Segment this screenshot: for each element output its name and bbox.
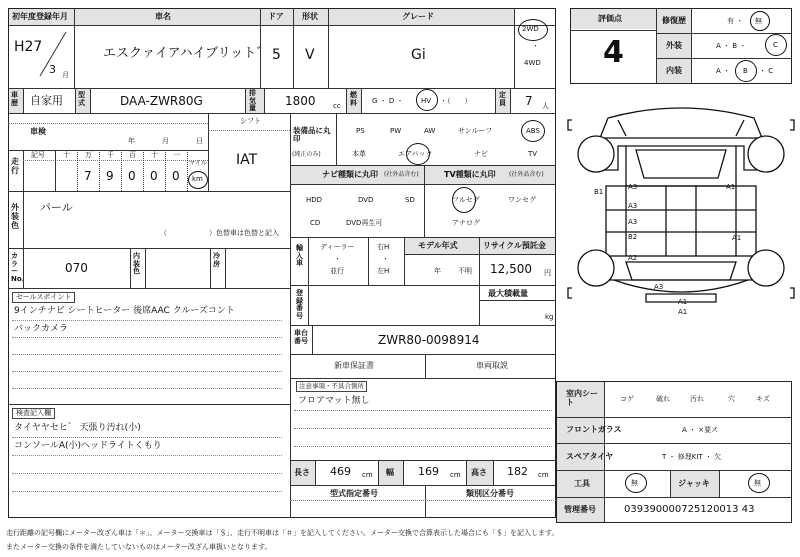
equip-sunroof: サンルーフ xyxy=(458,127,493,135)
seat-hole: 穴 xyxy=(728,395,735,403)
class-no-label: 類別区分番号 xyxy=(466,489,514,498)
displacement: 1800 xyxy=(285,94,316,108)
dmg-label-4: A3 xyxy=(628,202,638,210)
door-label: ドア xyxy=(268,12,284,21)
length-value: 469 xyxy=(330,465,351,478)
door-count: 5 xyxy=(272,47,281,63)
drive-separator: ・ xyxy=(532,42,539,50)
ac-label: 冷房 xyxy=(213,252,220,268)
disp-label: 排気量 xyxy=(249,89,256,113)
tv-title: TV種類に丸印 xyxy=(444,170,496,179)
place-ten-man: 十 xyxy=(63,151,70,159)
load-label: 最大積載量 xyxy=(488,289,528,298)
registration-label: 登録番号 xyxy=(296,289,303,321)
equip-tv: TV xyxy=(528,150,538,158)
fuel-label: 燃料 xyxy=(350,91,357,107)
import-left-hand: 左H xyxy=(377,267,390,275)
cap-label: 定員 xyxy=(499,91,506,107)
exterior-label: 外装 xyxy=(666,41,682,50)
tool-value: 無 xyxy=(631,479,638,487)
equip-airbag: エアバック xyxy=(398,150,433,158)
drive-4wd: 4WD xyxy=(524,59,541,67)
mileage-sign-label: 記号 xyxy=(31,151,45,159)
fuel-options: G ・ D ・ xyxy=(372,97,404,105)
import-dealer-sep: ・ xyxy=(334,255,341,263)
import-dealer: ディーラー xyxy=(320,243,355,251)
length-unit: cm xyxy=(362,471,373,479)
first-reg-label: 初年度登録年月 xyxy=(12,12,68,21)
shift-label: シフト xyxy=(240,117,261,125)
place-juu: 十 xyxy=(151,151,158,159)
exterior-options: A ・ B ・ xyxy=(716,42,747,50)
first-reg-year: H27 xyxy=(14,39,43,55)
drive-2wd: 2WD xyxy=(522,25,539,33)
dmg-label-6: B2 xyxy=(628,233,638,241)
model-year-label: モデル年式 xyxy=(418,241,458,250)
shaken-year-unit: 年 xyxy=(128,137,135,145)
repair-label: 修復歴 xyxy=(662,16,686,25)
dmg-label-5: A3 xyxy=(628,218,638,226)
interior-options-after: ・ C xyxy=(759,67,774,75)
width-unit: cm xyxy=(450,471,461,479)
dmg-label-11: A1 xyxy=(678,308,688,316)
color-no: 070 xyxy=(65,261,88,275)
name-label: 車名 xyxy=(155,12,171,21)
recycle-value: 12,500 xyxy=(490,262,532,276)
interior-label: 内装 xyxy=(666,66,682,75)
equip-navi: ナビ xyxy=(474,150,488,158)
mileage-digit-4: 0 xyxy=(150,169,158,183)
height-value: 182 xyxy=(507,465,528,478)
warranty-label: 新車保証書 xyxy=(334,361,374,370)
color-change-note: （ ）色替車は色替と記入 xyxy=(160,229,279,237)
seat-burn: コゲ xyxy=(620,395,634,403)
tv-analog: アナログ xyxy=(452,219,480,227)
repair-selected: 無 xyxy=(755,17,762,25)
tv-note: (社外品含む) xyxy=(509,171,544,178)
nav-dvd-playback: DVD再生可 xyxy=(346,219,383,227)
equip-ps: PS xyxy=(356,127,365,135)
mileage-digit-5: 0 xyxy=(172,169,180,183)
mgmt-value: 039390000725120013 43 xyxy=(624,504,755,515)
tool-label: 工具 xyxy=(574,479,590,488)
model-label: 型式 xyxy=(78,91,85,107)
disp-unit: cc xyxy=(333,102,341,110)
place-man: 万 xyxy=(85,151,92,159)
interior-selected: B xyxy=(743,67,748,75)
jack-value: 無 xyxy=(754,479,761,487)
mileage-digit-2: 9 xyxy=(106,169,114,183)
dmg-label-2: A1 xyxy=(726,183,736,191)
inspector-label: 検査記入欄 xyxy=(12,408,55,419)
dmg-label-8: A1 xyxy=(732,234,742,242)
place-ichi: 一 xyxy=(173,151,180,159)
import-label: 輸入車 xyxy=(296,244,303,268)
dmg-label-10: A1 xyxy=(678,298,688,306)
height-unit: cm xyxy=(538,471,549,479)
mileage-label: 走行 xyxy=(11,157,19,175)
dmg-label-3: B1 xyxy=(594,188,604,196)
seat-tear: 破れ xyxy=(656,395,670,403)
grade-value: Gi xyxy=(411,47,426,63)
first-reg-month-unit: 月 xyxy=(62,71,69,79)
glass-label: フロントガラス xyxy=(566,425,622,434)
equip-leather: 本革 xyxy=(352,150,366,158)
nav-cd: CD xyxy=(310,219,321,227)
nav-title: ナビ種類に丸印 xyxy=(322,170,378,179)
equip-pw: PW xyxy=(390,127,402,135)
glass-options: A ・ ×要ス xyxy=(682,426,719,434)
car-damage-diagram xyxy=(566,98,796,323)
shaken-label: 車検 xyxy=(30,127,46,136)
import-lhd-sep: ・ xyxy=(382,255,389,263)
recycle-yen: 円 xyxy=(544,269,551,277)
load-unit: kg xyxy=(545,313,554,321)
length-label: 長さ xyxy=(294,468,310,477)
color-no-label: カラーNo. xyxy=(11,252,25,284)
dmg-label-1: A3 xyxy=(628,183,638,191)
mile-label: マイル xyxy=(189,160,207,167)
dmg-label-9: A3 xyxy=(654,283,664,291)
equip-aw: AW xyxy=(424,127,436,135)
fuel-paren: ・（ ） xyxy=(440,97,472,105)
notes-label: 注意事項・不具合箇所 xyxy=(296,381,367,392)
car-name: エスクァイアハイブリット゛ xyxy=(103,46,270,61)
nav-note: (社外品含む) xyxy=(384,171,419,178)
chassis-value: ZWR80-0098914 xyxy=(378,333,480,347)
footer-line-1: 走行距離の記号欄にメーター改ざん車は「＊」、メーター交換車は「＄」、走行不明車は「＃」を記入してください。メーター交換で合算表示した場合にも「＄」を記入します。 xyxy=(6,529,559,537)
sales-points-label: セールスポイント xyxy=(12,292,75,303)
dmg-label-7: A2 xyxy=(628,254,638,262)
footer-line-2: またメーター交換の条件を満たしていないものはメーター改ざん車扱いとなります。 xyxy=(6,543,272,551)
first-reg-month: 3 xyxy=(49,63,56,76)
spare-label: スペアタイヤ xyxy=(566,452,614,461)
place-hyaku: 百 xyxy=(129,151,136,159)
chassis-label: 車台番号 xyxy=(294,329,308,345)
mgmt-label: 管理番号 xyxy=(564,505,596,514)
shaken-day-unit: 日 xyxy=(196,137,203,145)
notes-value: フロアマット無し xyxy=(298,396,370,406)
interior-options: A ・ xyxy=(716,67,731,75)
score-value: 4 xyxy=(603,35,624,70)
repair-options: 有 ・ xyxy=(727,17,744,25)
color-label: 外装色 xyxy=(11,203,19,230)
seat-stain: 汚れ xyxy=(690,395,704,403)
color-value: パール xyxy=(40,201,73,214)
sales-point-line-1: 9インチナビ シートヒーター 後席AAC クルーズコント xyxy=(14,306,235,316)
inspector-line-1: タイヤヤセヒ゛ 天張り汚れ(小) xyxy=(14,423,141,433)
manual-label: 車両取説 xyxy=(476,361,508,370)
equipment-sub-label: (純正のみ) xyxy=(292,151,321,158)
sales-point-line-2: バックカメラ xyxy=(14,324,69,334)
shift-value: IAT xyxy=(236,152,258,168)
nav-sd: SD xyxy=(405,196,415,204)
nav-hdd: HDD xyxy=(306,196,323,204)
equipment-label: 装備品に丸印 xyxy=(293,126,331,144)
width-label: 幅 xyxy=(386,468,394,477)
body-shape: V xyxy=(305,47,315,63)
recycle-label: リサイクル預託金 xyxy=(483,241,546,250)
km-label: km xyxy=(192,175,203,183)
model-year-unit: 年 xyxy=(434,267,441,275)
grade-label: グレード xyxy=(402,12,434,21)
jack-label: ジャッキ xyxy=(678,479,710,488)
import-parallel: 並行 xyxy=(330,267,344,275)
use-value: 自家用 xyxy=(30,94,63,107)
type-no-label: 型式指定番号 xyxy=(330,489,378,498)
inspector-line-2: コンソールA(小)ヘッドライトくもり xyxy=(14,441,162,451)
height-label: 高さ xyxy=(471,468,487,477)
seat-label: 室内シート xyxy=(566,389,598,407)
import-right-hand: 右H xyxy=(377,243,390,251)
exterior-selected: C xyxy=(773,41,778,49)
interior-color-label: 内装色 xyxy=(133,252,140,276)
nav-dvd: DVD xyxy=(358,196,374,204)
shape-label: 形状 xyxy=(302,12,318,21)
mileage-digit-3: 0 xyxy=(128,169,136,183)
equip-abs: ABS xyxy=(526,127,540,135)
fuel-selected: HV xyxy=(421,97,432,105)
score-label: 評価点 xyxy=(598,14,622,23)
cap-unit: 人 xyxy=(542,102,549,110)
tv-fullseg: フルセグ xyxy=(452,196,480,204)
width-value: 169 xyxy=(418,465,439,478)
mileage-digit-1: 7 xyxy=(84,169,92,183)
model-year-unknown: 不明 xyxy=(458,267,472,275)
seat-scratch: キズ xyxy=(756,395,770,403)
use-label: 車歴 xyxy=(11,91,18,107)
shaken-month-unit: 月 xyxy=(162,137,169,145)
model-value: DAA-ZWR80G xyxy=(120,94,203,108)
place-sen: 千 xyxy=(107,151,114,159)
spare-options: T ・ 修理KIT ・ 欠 xyxy=(662,453,722,461)
capacity: 7 xyxy=(525,94,533,108)
tv-oneseg: ワンセグ xyxy=(508,196,536,204)
